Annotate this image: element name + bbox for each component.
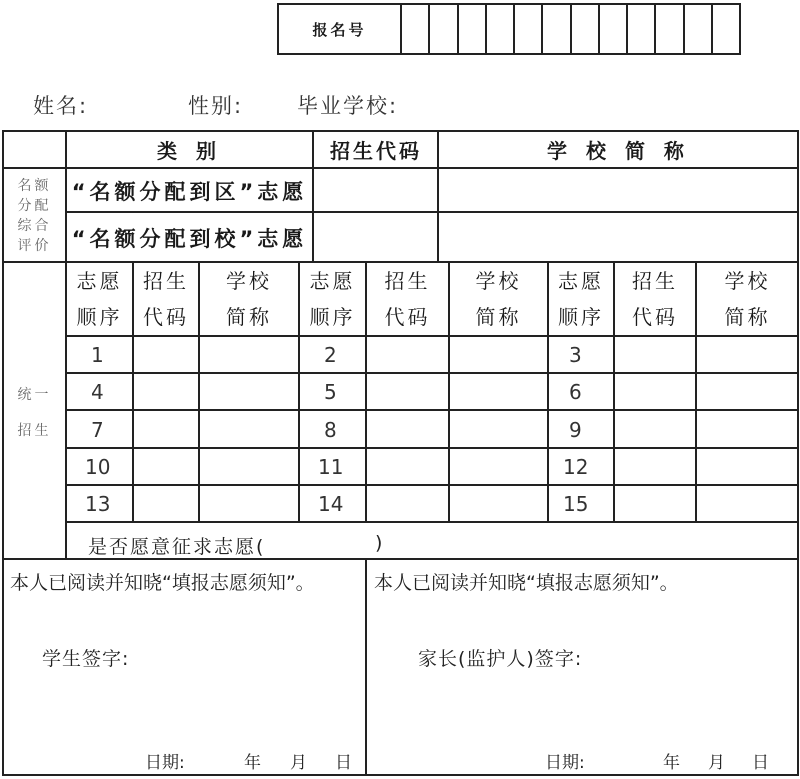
registration-digit-2[interactable]	[430, 5, 458, 53]
registration-digit-5[interactable]	[515, 5, 543, 53]
registration-digit-11[interactable]	[685, 5, 713, 53]
choice-order-number: 6	[569, 380, 582, 404]
registration-digit-3[interactable]	[459, 5, 487, 53]
parent-signature-field[interactable]	[630, 640, 790, 670]
solicit-choice-question: 是否愿意征求志愿(	[88, 536, 266, 558]
header-admission-code: 招生代码	[330, 139, 422, 163]
parent-date-month: 月	[708, 753, 725, 773]
label-line: 分配	[17, 198, 52, 214]
solicit-choice-input[interactable]	[276, 526, 372, 556]
student-date-month: 月	[290, 753, 307, 773]
header-category: 类 别	[157, 139, 222, 163]
admission-code-inputs-col-3[interactable]	[615, 337, 695, 522]
solicit-choice-close: )	[375, 532, 385, 554]
column-header-code-3	[615, 263, 695, 335]
header-school-name: 学 校 简 称	[547, 139, 690, 163]
registration-number-box	[277, 3, 741, 55]
school-name-inputs-col-2[interactable]	[450, 337, 547, 522]
choice-order-number: 10	[85, 455, 111, 479]
header-line: 招生	[384, 269, 431, 293]
admission-code-inputs-col-2[interactable]	[367, 337, 448, 522]
header-line: 志愿	[558, 269, 604, 293]
choice-order-number: 11	[318, 455, 344, 479]
header-line: 志愿	[309, 269, 356, 293]
name-field-label: 姓名:	[33, 94, 89, 118]
student-date-day: 日	[335, 753, 352, 773]
student-date-year: 年	[244, 753, 261, 773]
header-line: 代码	[632, 305, 678, 329]
divider	[2, 167, 66, 169]
choice-order-number: 9	[569, 417, 582, 442]
school-quota-school-input[interactable]	[439, 213, 798, 262]
registration-digit-6[interactable]	[543, 5, 571, 53]
header-line: 顺序	[76, 305, 123, 329]
column-header-school-1	[200, 263, 298, 335]
student-date-label: 日期:	[145, 753, 185, 773]
choice-order-number: 14	[318, 492, 344, 516]
header-line: 代码	[384, 305, 431, 329]
student-statement: 本人已阅读并知晓“填报志愿须知”。	[10, 572, 315, 594]
student-signature-field[interactable]	[145, 640, 355, 670]
header-line: 代码	[143, 305, 189, 329]
divider	[365, 559, 367, 776]
name-field-input[interactable]	[100, 88, 180, 118]
parent-statement: 本人已阅读并知晓“填报志愿须知”。	[374, 572, 679, 594]
choice-order-number: 4	[91, 380, 104, 404]
unified-admission-section-label	[4, 378, 65, 448]
parent-date-label: 日期:	[545, 753, 585, 773]
district-quota-school-input[interactable]	[439, 169, 798, 212]
parent-date-day: 日	[752, 753, 769, 773]
label-line: 统一	[17, 387, 52, 403]
header-line: 招生	[143, 269, 189, 293]
column-header-school-3	[697, 263, 798, 335]
parent-date-year: 年	[663, 753, 680, 773]
registration-digit-10[interactable]	[656, 5, 684, 53]
column-header-order-2	[300, 263, 365, 335]
choice-order-number: 15	[563, 492, 589, 516]
school-quota-code-input[interactable]	[314, 213, 438, 262]
header-line: 志愿	[76, 269, 123, 293]
choice-order-number: 2	[324, 343, 337, 367]
choice-order-number: 8	[324, 417, 337, 442]
student-signature-label: 学生签字:	[42, 648, 130, 670]
choice-order-number: 13	[85, 492, 111, 516]
registration-label: 报名号	[279, 5, 402, 53]
choice-order-number: 12	[563, 455, 589, 479]
header-line: 顺序	[558, 305, 604, 329]
gender-field-label: 性别:	[188, 94, 244, 118]
header-line: 简称	[475, 305, 522, 329]
registration-digit-8[interactable]	[600, 5, 628, 53]
label-line: 综合	[17, 218, 52, 234]
header-line: 简称	[724, 305, 771, 329]
district-quota-label: “名额分配到区”志愿	[71, 179, 308, 204]
column-header-code-1	[134, 263, 198, 335]
registration-digit-1[interactable]	[402, 5, 430, 53]
header-line: 学校	[724, 269, 771, 293]
school-field-input[interactable]	[400, 88, 790, 118]
header-line: 招生	[632, 269, 678, 293]
school-quota-label: “名额分配到校”志愿	[71, 226, 308, 251]
header-line: 学校	[226, 269, 272, 293]
label-line: 名额	[17, 178, 52, 194]
header-line: 学校	[475, 269, 522, 293]
header-line: 顺序	[309, 305, 356, 329]
label-line: 招生	[17, 423, 52, 439]
choice-order-number: 5	[324, 380, 337, 404]
column-header-order-1	[67, 263, 132, 335]
registration-digit-12[interactable]	[713, 5, 739, 53]
district-quota-code-input[interactable]	[314, 169, 438, 212]
registration-digit-4[interactable]	[487, 5, 515, 53]
choice-order-number: 1	[91, 343, 104, 367]
quota-allocation-section-label	[4, 170, 65, 262]
column-header-code-2	[367, 263, 448, 335]
column-header-order-3	[549, 263, 613, 335]
school-field-label: 毕业学校:	[297, 94, 399, 118]
column-header-school-2	[450, 263, 547, 335]
choice-order-number: 7	[91, 417, 104, 442]
header-line: 简称	[226, 305, 272, 329]
school-name-inputs-col-3[interactable]	[697, 337, 798, 522]
gender-field-input[interactable]	[248, 88, 293, 118]
choice-order-number: 3	[569, 343, 582, 367]
registration-digit-7[interactable]	[572, 5, 600, 53]
parent-signature-label: 家长(监护人)签字:	[418, 648, 583, 670]
school-name-inputs-col-1[interactable]	[200, 337, 298, 522]
label-line: 评价	[17, 238, 52, 254]
registration-digit-9[interactable]	[628, 5, 656, 53]
admission-code-inputs-col-1[interactable]	[134, 337, 198, 522]
